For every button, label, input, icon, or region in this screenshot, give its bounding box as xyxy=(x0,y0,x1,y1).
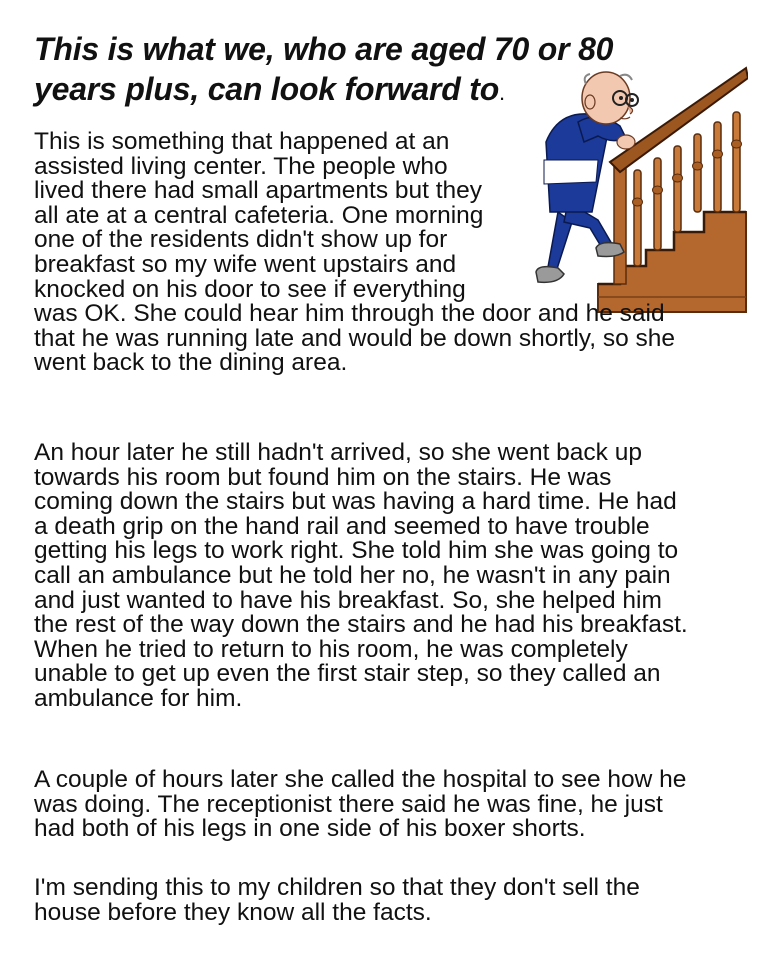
paragraph-line: all ate at a central cafeteria. One morning xyxy=(34,201,484,229)
paragraph-1 xyxy=(34,130,675,376)
paragraph-line: one of the residents didn't show up for xyxy=(34,226,448,254)
paragraph-line: I'm sending this to my children so that they don't sell the xyxy=(34,874,640,901)
paragraph-line: assisted living center. The people who xyxy=(34,152,448,180)
title-line: This is what we, who are aged 70 or 80 xyxy=(34,31,614,67)
paragraph-4 xyxy=(34,876,640,925)
paragraph-3 xyxy=(34,768,686,842)
title-line-text: years plus, can look forward to xyxy=(34,71,500,107)
paragraph-2 xyxy=(34,441,688,712)
paragraph-line: went back to the dining area. xyxy=(34,349,348,377)
paragraph-line: towards his room but found him on the stairs. He was xyxy=(34,463,612,491)
paragraph-line: knocked on his door to see if everything xyxy=(34,275,466,303)
paragraph-line: the rest of the way down the stairs and he had his breakfast. xyxy=(34,611,688,639)
paragraph-line: house before they know all the facts. xyxy=(34,898,432,926)
paragraph-line: A couple of hours later she called the hospital to see how he xyxy=(34,766,687,793)
paragraph-line: unable to get up even the first stair step, so they called an xyxy=(34,660,661,688)
paragraph-line: had both of his legs in one side of his boxer shorts. xyxy=(34,815,586,843)
paragraph-line: that he was running late and would be down shortly, so she xyxy=(34,324,676,352)
paragraph-line: When he tried to return to his room, he was completely xyxy=(34,635,628,663)
paragraph-line: An hour later he still hadn't arrived, so she went back up xyxy=(34,439,642,466)
paragraph-line: a death grip on the hand rail and seemed to have trouble xyxy=(34,512,650,540)
paragraph-line: and just wanted to have his breakfast. So, she helped him xyxy=(34,586,662,614)
paragraph-line: This is something that happened at an xyxy=(34,128,450,155)
paragraph-line: coming down the stairs but was having a hard time. He had xyxy=(34,488,677,516)
paragraph-line: was OK. She could hear him through the door and he said xyxy=(34,300,665,328)
paragraph-line: lived there had small apartments but they xyxy=(34,177,483,205)
paragraph-line: was doing. The receptionist there said he was fine, he just xyxy=(34,790,663,818)
paragraph-line: getting his legs to work right. She told him she was going to xyxy=(34,537,679,565)
paragraph-line: call an ambulance but he told her no, he wasn't in any pain xyxy=(34,561,671,589)
paragraph-line: breakfast so my wife went upstairs and xyxy=(34,250,457,278)
title-end-mark: . xyxy=(499,80,505,105)
paragraph-line: ambulance for him. xyxy=(34,684,243,712)
